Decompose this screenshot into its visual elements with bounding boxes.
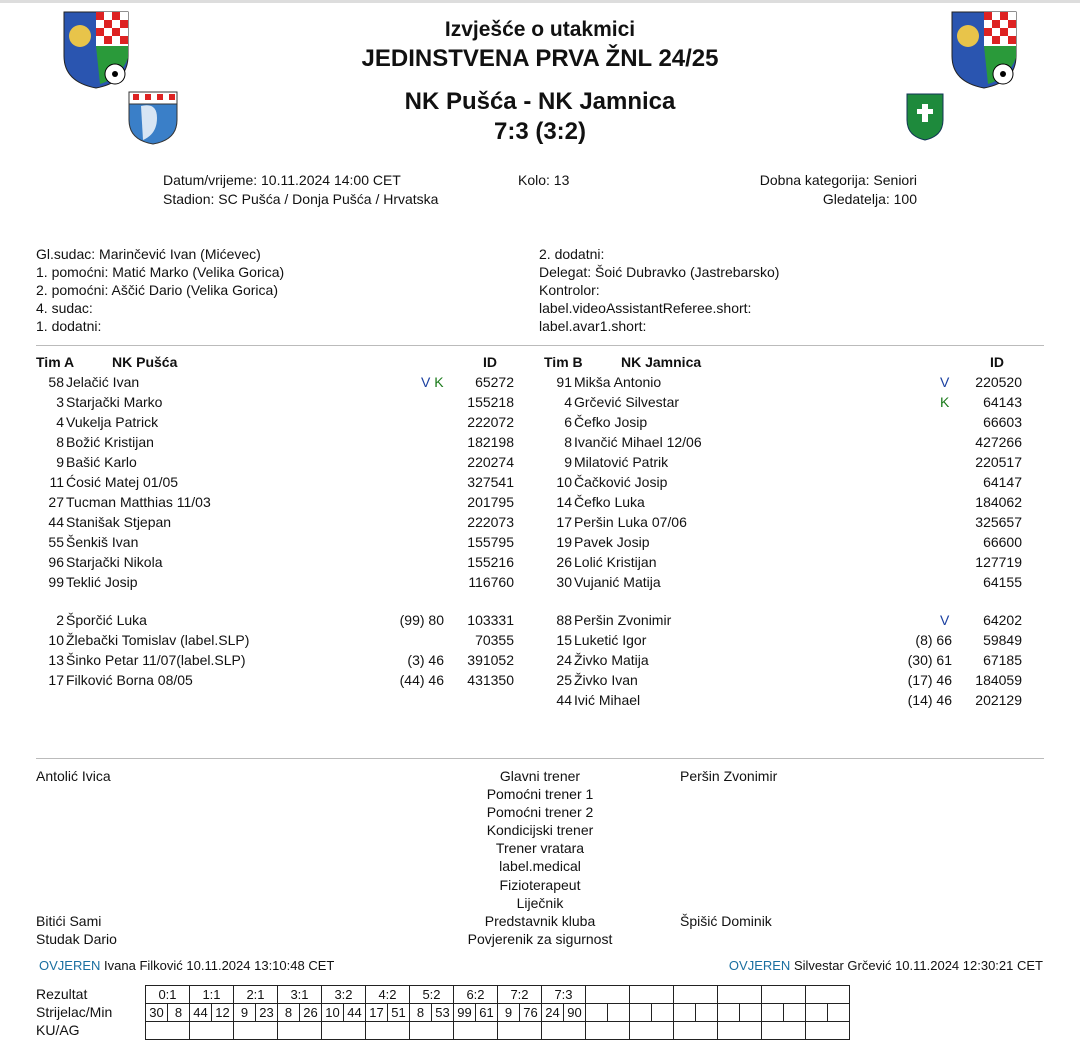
player-name: Čefko Luka bbox=[574, 494, 645, 510]
scorer-number-cell: 9 bbox=[234, 1004, 256, 1022]
result-table-labels bbox=[36, 985, 112, 1039]
captain-gk-mark bbox=[421, 372, 444, 392]
player-row bbox=[36, 630, 514, 650]
player-id: 220520 bbox=[975, 374, 1022, 390]
player-name: Ćosić Matej 01/05 bbox=[66, 474, 179, 490]
divider bbox=[36, 758, 1044, 759]
verified-text-left: Ivana Filković 10.11.2024 13:10:48 CET bbox=[104, 958, 335, 973]
player-id: 201795 bbox=[467, 494, 514, 510]
player-row bbox=[544, 670, 1022, 690]
player-name: Peršin Zvonimir bbox=[574, 612, 672, 628]
scorer-label: Strijelac/Min bbox=[36, 1004, 113, 1020]
player-number: 8 bbox=[564, 434, 572, 450]
ku-ag-cell bbox=[498, 1022, 542, 1040]
substitution-info: (30) 61 bbox=[907, 652, 952, 668]
player-row bbox=[544, 372, 1022, 392]
player-name: Živko Ivan bbox=[574, 672, 638, 688]
team-b-id-header: ID bbox=[990, 354, 1004, 370]
scorer-number-cell: 8 bbox=[278, 1004, 300, 1022]
officials-left bbox=[36, 245, 284, 335]
player-row bbox=[36, 670, 514, 690]
player-id: 220517 bbox=[975, 454, 1022, 470]
player-number: 88 bbox=[556, 612, 572, 628]
result-cell: 7:2 bbox=[498, 986, 542, 1004]
player-row bbox=[36, 472, 514, 492]
result-cell: 6:2 bbox=[454, 986, 498, 1004]
player-name: Pavek Josip bbox=[574, 534, 650, 550]
scorer-row bbox=[146, 1004, 850, 1022]
player-name: Teklić Josip bbox=[66, 574, 138, 590]
player-id: 66600 bbox=[983, 534, 1022, 550]
player-row bbox=[544, 572, 1022, 592]
player-row bbox=[544, 492, 1022, 512]
player-number: 99 bbox=[48, 574, 64, 590]
staff-role: Glavni trener bbox=[499, 768, 581, 784]
result-row bbox=[146, 986, 850, 1004]
player-row bbox=[36, 492, 514, 512]
team-b-label: Tim B bbox=[544, 354, 583, 370]
result-cell bbox=[762, 986, 806, 1004]
age-category: Dobna kategorija: Seniori bbox=[759, 172, 917, 188]
staff-roles bbox=[440, 767, 640, 948]
scorer-number-cell: 24 bbox=[542, 1004, 564, 1022]
player-name: Vukelja Patrick bbox=[66, 414, 159, 430]
staff-role: Kondicijski trener bbox=[486, 822, 594, 839]
spectators: Gledatelja: 100 bbox=[822, 191, 917, 207]
scorer-minute-cell: 51 bbox=[388, 1004, 410, 1022]
player-row bbox=[544, 432, 1022, 452]
result-cell bbox=[586, 986, 630, 1004]
result-table bbox=[145, 985, 850, 1040]
player-row bbox=[544, 452, 1022, 472]
staff-role: Fizioterapeut bbox=[499, 876, 581, 893]
player-number: 24 bbox=[556, 652, 572, 668]
player-id: 202129 bbox=[975, 692, 1022, 708]
player-name: Vujanić Matija bbox=[574, 574, 661, 590]
player-id: 155216 bbox=[467, 554, 514, 570]
player-row bbox=[36, 452, 514, 472]
team-a-id-header: ID bbox=[483, 354, 497, 370]
scorer-number-cell: 17 bbox=[366, 1004, 388, 1022]
player-row bbox=[544, 690, 1022, 710]
result-cell bbox=[718, 986, 762, 1004]
verified-status-left: OVJEREN bbox=[39, 958, 101, 973]
official-line: 1. pomoćni: Matić Marko (Velika Gorica) bbox=[36, 264, 285, 280]
scorer-minute-cell: 23 bbox=[256, 1004, 278, 1022]
staff-role: Liječnik bbox=[516, 894, 564, 911]
player-name: Peršin Luka 07/06 bbox=[574, 514, 687, 530]
scorer-number-cell bbox=[630, 1004, 652, 1022]
player-number: 14 bbox=[556, 494, 572, 510]
ku-ag-cell bbox=[146, 1022, 190, 1040]
player-id: 59849 bbox=[983, 632, 1022, 648]
player-name: Luketić Igor bbox=[574, 632, 647, 648]
scorer-minute-cell bbox=[696, 1004, 718, 1022]
team-a-name: NK Pušća bbox=[112, 354, 178, 370]
player-number: 25 bbox=[556, 672, 572, 688]
player-row bbox=[544, 610, 1022, 630]
player-row bbox=[36, 432, 514, 452]
official-line: 1. dodatni: bbox=[36, 318, 102, 334]
player-name: Čačković Josip bbox=[574, 474, 668, 490]
verification-right bbox=[729, 958, 1043, 973]
official-line: 2. pomoćni: Aščić Dario (Velika Gorica) bbox=[36, 282, 278, 298]
staff-role: Pomoćni trener 2 bbox=[486, 804, 594, 821]
official-line: label.videoAssistantReferee.short: bbox=[539, 300, 752, 316]
player-name: Stanišak Stjepan bbox=[66, 514, 172, 530]
staff-role: label.medical bbox=[499, 858, 581, 875]
verified-text-right: Silvestar Grčević 10.11.2024 12:30:21 CET bbox=[793, 958, 1043, 973]
officials-right bbox=[539, 245, 779, 335]
scorer-minute-cell bbox=[740, 1004, 762, 1022]
player-id: 116760 bbox=[468, 574, 514, 590]
player-number: 55 bbox=[48, 534, 64, 550]
ku-ag-cell bbox=[762, 1022, 806, 1040]
player-number: 10 bbox=[48, 632, 64, 648]
match-title: NK Pušća - NK Jamnica bbox=[404, 88, 676, 115]
scorer-number-cell: 99 bbox=[454, 1004, 476, 1022]
player-number: 15 bbox=[556, 632, 572, 648]
player-number: 26 bbox=[556, 554, 572, 570]
result-cell: 7:3 bbox=[542, 986, 586, 1004]
team-a-label: Tim A bbox=[36, 354, 75, 370]
substitution-info: (8) 66 bbox=[915, 632, 952, 648]
team-b-representative: Špišić Dominik bbox=[680, 913, 772, 929]
player-name: Šporčić Luka bbox=[66, 612, 147, 628]
player-name: Starjački Nikola bbox=[66, 554, 163, 570]
player-name: Šinko Petar 11/07(label.SLP) bbox=[66, 652, 246, 668]
player-row bbox=[36, 512, 514, 532]
scorer-number-cell: 8 bbox=[410, 1004, 432, 1022]
substitution-info: (99) 80 bbox=[399, 612, 444, 628]
player-id: 155218 bbox=[467, 394, 514, 410]
substitution-info: (44) 46 bbox=[399, 672, 444, 688]
scorer-minute-cell: 76 bbox=[520, 1004, 542, 1022]
team-a-head-coach: Antolić Ivica bbox=[36, 768, 111, 784]
scorer-number-cell bbox=[762, 1004, 784, 1022]
player-number: 13 bbox=[48, 652, 64, 668]
goalkeeper-mark: V bbox=[421, 374, 431, 390]
scorer-minute-cell: 8 bbox=[168, 1004, 190, 1022]
ku-ag-cell bbox=[322, 1022, 366, 1040]
player-name: Bašić Karlo bbox=[66, 454, 137, 470]
player-row bbox=[544, 392, 1022, 412]
scorer-minute-cell bbox=[784, 1004, 806, 1022]
top-border bbox=[0, 0, 1080, 3]
player-name: Jelačić Ivan bbox=[66, 374, 140, 390]
player-id: 222073 bbox=[467, 514, 514, 530]
player-name: Mikša Antonio bbox=[574, 374, 662, 390]
player-name: Milatović Patrik bbox=[574, 454, 669, 470]
scorer-minute-cell bbox=[608, 1004, 630, 1022]
player-number: 17 bbox=[48, 672, 64, 688]
ku-ag-cell bbox=[542, 1022, 586, 1040]
player-name: Filković Borna 08/05 bbox=[66, 672, 193, 688]
player-id: 431350 bbox=[467, 672, 514, 688]
player-row bbox=[544, 512, 1022, 532]
ku-ag-cell bbox=[630, 1022, 674, 1040]
player-name: Starjački Marko bbox=[66, 394, 163, 410]
player-number: 58 bbox=[48, 374, 64, 390]
player-number: 30 bbox=[556, 574, 572, 590]
player-name: Čefko Josip bbox=[574, 414, 648, 430]
captain-mark: K bbox=[430, 374, 444, 390]
player-row bbox=[544, 630, 1022, 650]
player-row bbox=[36, 392, 514, 412]
ku-ag-label: KU/AG bbox=[36, 1022, 80, 1038]
scorer-number-cell bbox=[718, 1004, 740, 1022]
result-cell: 3:2 bbox=[322, 986, 366, 1004]
ku-ag-cell bbox=[586, 1022, 630, 1040]
official-line: 4. sudac: bbox=[36, 300, 93, 316]
ku-ag-cell bbox=[454, 1022, 498, 1040]
result-cell: 0:1 bbox=[146, 986, 190, 1004]
match-round: Kolo: 13 bbox=[518, 172, 570, 188]
verified-status-right: OVJEREN bbox=[728, 958, 791, 973]
player-row bbox=[36, 552, 514, 572]
player-id: 427266 bbox=[975, 434, 1022, 450]
player-row bbox=[544, 532, 1022, 552]
verification-left bbox=[39, 958, 334, 973]
report-title: Izvješće o utakmici bbox=[444, 18, 636, 41]
scorer-minute-cell: 53 bbox=[432, 1004, 454, 1022]
match-score: 7:3 (3:2) bbox=[493, 118, 587, 145]
result-cell: 5:2 bbox=[410, 986, 454, 1004]
team-b-head-coach: Peršin Zvonimir bbox=[680, 768, 778, 784]
player-number: 9 bbox=[56, 454, 64, 470]
player-id: 67185 bbox=[983, 652, 1022, 668]
ku-ag-cell bbox=[718, 1022, 762, 1040]
player-name: Žlebački Tomislav (label.SLP) bbox=[66, 632, 250, 648]
player-number: 96 bbox=[48, 554, 64, 570]
league-title: JEDINSTVENA PRVA ŽNL 24/25 bbox=[361, 45, 719, 72]
scorer-minute-cell bbox=[652, 1004, 674, 1022]
player-id: 103331 bbox=[467, 612, 514, 628]
scorer-minute-cell: 61 bbox=[476, 1004, 498, 1022]
player-row bbox=[36, 532, 514, 552]
player-id: 64202 bbox=[983, 612, 1022, 628]
ku-ag-row bbox=[146, 1022, 850, 1040]
player-id: 182198 bbox=[467, 434, 514, 450]
result-cell bbox=[674, 986, 718, 1004]
staff-role: Predstavnik kluba bbox=[484, 912, 596, 929]
official-line: Gl.sudac: Marinčević Ivan (Mićevec) bbox=[36, 246, 261, 262]
ku-ag-cell bbox=[366, 1022, 410, 1040]
staff-role: Trener vratara bbox=[495, 840, 585, 857]
player-name: Božić Kristijan bbox=[66, 434, 154, 450]
staff-role: Pomoćni trener 1 bbox=[486, 786, 594, 803]
ku-ag-cell bbox=[234, 1022, 278, 1040]
substitution-info: (14) 46 bbox=[907, 692, 952, 708]
player-number: 44 bbox=[48, 514, 64, 530]
player-name: Šenkiš Ivan bbox=[66, 534, 139, 550]
player-id: 127719 bbox=[975, 554, 1022, 570]
staff-role: Povjerenik za sigurnost bbox=[467, 930, 613, 947]
substitution-info: (3) 46 bbox=[407, 652, 444, 668]
team-a-representative: Bitići Sami bbox=[36, 913, 102, 929]
result-cell bbox=[806, 986, 850, 1004]
player-row bbox=[36, 610, 514, 630]
player-row bbox=[544, 650, 1022, 670]
ku-ag-cell bbox=[278, 1022, 322, 1040]
official-line: 2. dodatni: bbox=[539, 246, 605, 262]
player-number: 8 bbox=[56, 434, 64, 450]
captain-gk-mark: K bbox=[940, 394, 950, 410]
player-id: 184062 bbox=[975, 494, 1022, 510]
scorer-minute-cell: 12 bbox=[212, 1004, 234, 1022]
player-id: 222072 bbox=[467, 414, 514, 430]
official-line: Kontrolor: bbox=[539, 282, 600, 298]
player-name: Ivić Mihael bbox=[574, 692, 641, 708]
scorer-minute-cell: 26 bbox=[300, 1004, 322, 1022]
scorer-number-cell: 30 bbox=[146, 1004, 168, 1022]
result-label: Rezultat bbox=[36, 986, 88, 1002]
result-cell: 1:1 bbox=[190, 986, 234, 1004]
ku-ag-cell bbox=[410, 1022, 454, 1040]
scorer-number-cell: 44 bbox=[190, 1004, 212, 1022]
team-b-name: NK Jamnica bbox=[621, 354, 702, 370]
player-id: 327541 bbox=[467, 474, 514, 490]
scorer-number-cell: 9 bbox=[498, 1004, 520, 1022]
player-number: 10 bbox=[556, 474, 572, 490]
scorer-minute-cell: 44 bbox=[344, 1004, 366, 1022]
player-number: 4 bbox=[56, 414, 64, 430]
player-id: 70355 bbox=[475, 632, 514, 648]
captain-gk-mark: V bbox=[940, 374, 950, 390]
player-name: Grčević Silvestar bbox=[574, 394, 680, 410]
scorer-number-cell: 10 bbox=[322, 1004, 344, 1022]
player-number: 91 bbox=[556, 374, 572, 390]
player-name: Ivančić Mihael 12/06 bbox=[574, 434, 702, 450]
player-number: 9 bbox=[564, 454, 572, 470]
player-id: 325657 bbox=[975, 514, 1022, 530]
substitution-info: (17) 46 bbox=[907, 672, 952, 688]
player-id: 65272 bbox=[475, 374, 514, 390]
player-number: 4 bbox=[564, 394, 572, 410]
result-cell bbox=[630, 986, 674, 1004]
player-row bbox=[36, 650, 514, 670]
scorer-minute-cell bbox=[828, 1004, 850, 1022]
player-id: 64147 bbox=[983, 474, 1022, 490]
player-name: Živko Matija bbox=[574, 652, 649, 668]
player-number: 2 bbox=[56, 612, 64, 628]
player-number: 19 bbox=[556, 534, 572, 550]
match-stadium: Stadion: SC Pušća / Donja Pušća / Hrvatska bbox=[163, 191, 439, 207]
player-row bbox=[544, 412, 1022, 432]
official-line: label.avar1.short: bbox=[539, 318, 647, 334]
scorer-number-cell bbox=[674, 1004, 696, 1022]
player-row bbox=[36, 572, 514, 592]
player-number: 11 bbox=[49, 474, 64, 490]
result-cell: 3:1 bbox=[278, 986, 322, 1004]
player-id: 64155 bbox=[983, 574, 1022, 590]
scorer-number-cell bbox=[586, 1004, 608, 1022]
official-line: Delegat: Šoić Dubravko (Jastrebarsko) bbox=[539, 264, 780, 280]
player-id: 66603 bbox=[983, 414, 1022, 430]
player-row bbox=[36, 412, 514, 432]
player-id: 184059 bbox=[975, 672, 1022, 688]
player-number: 17 bbox=[556, 514, 572, 530]
divider bbox=[36, 345, 1044, 346]
player-number: 27 bbox=[48, 494, 64, 510]
player-number: 44 bbox=[556, 692, 572, 708]
player-row bbox=[544, 472, 1022, 492]
result-cell: 4:2 bbox=[366, 986, 410, 1004]
player-id: 220274 bbox=[467, 454, 514, 470]
scorer-number-cell bbox=[806, 1004, 828, 1022]
ku-ag-cell bbox=[674, 1022, 718, 1040]
ku-ag-cell bbox=[806, 1022, 850, 1040]
captain-gk-mark: V bbox=[940, 612, 950, 628]
player-row bbox=[544, 552, 1022, 572]
scorer-minute-cell: 90 bbox=[564, 1004, 586, 1022]
player-id: 64143 bbox=[983, 394, 1022, 410]
player-number: 6 bbox=[564, 414, 572, 430]
player-row bbox=[36, 372, 514, 392]
match-datetime: Datum/vrijeme: 10.11.2024 14:00 CET bbox=[163, 172, 401, 188]
player-name: Lolić Kristijan bbox=[574, 554, 657, 570]
player-id: 391052 bbox=[467, 652, 514, 668]
team-a-security-officer: Studak Dario bbox=[36, 931, 117, 947]
player-number: 3 bbox=[56, 394, 64, 410]
player-id: 155795 bbox=[467, 534, 514, 550]
result-cell: 2:1 bbox=[234, 986, 278, 1004]
ku-ag-cell bbox=[190, 1022, 234, 1040]
player-name: Tucman Matthias 11/03 bbox=[66, 494, 211, 510]
